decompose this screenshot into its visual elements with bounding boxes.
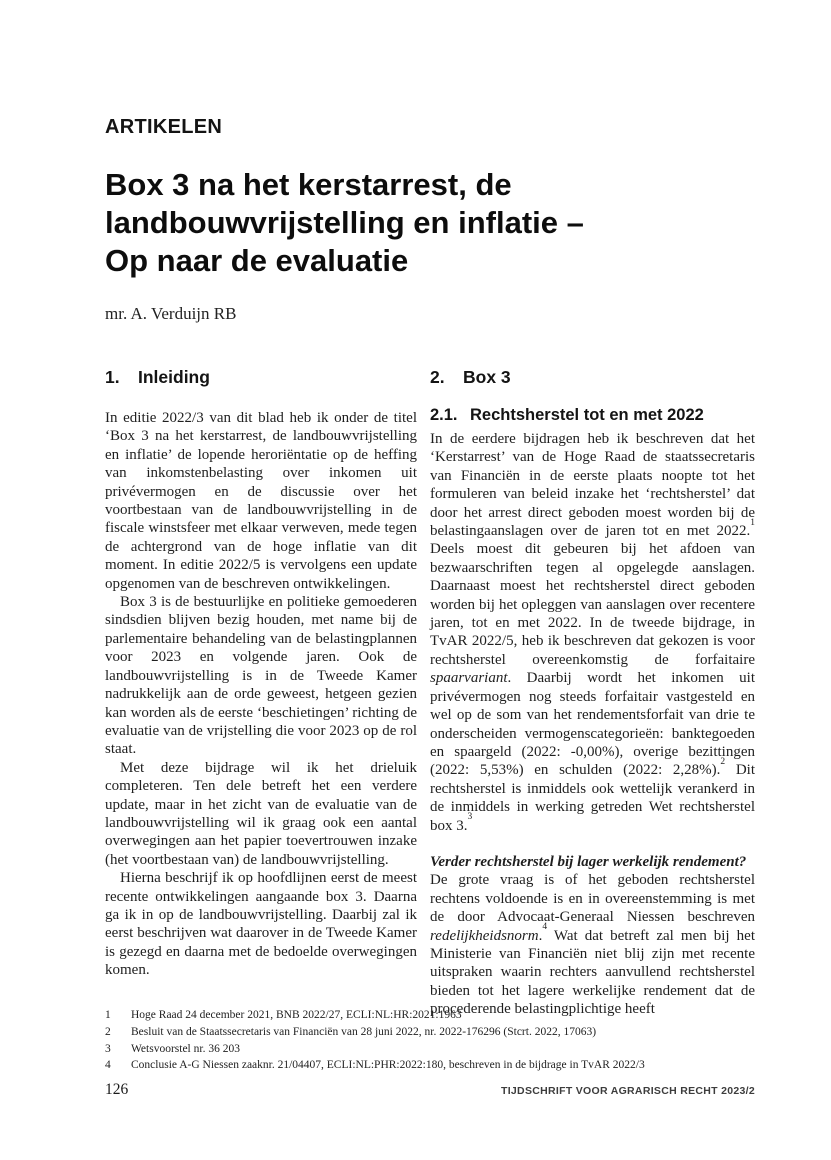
footnote-2 bbox=[105, 1024, 755, 1041]
left-column bbox=[105, 367, 417, 1019]
heading-inleiding-number: 1. bbox=[105, 367, 120, 387]
article-title-line-3: Op naar de evaluatie bbox=[105, 243, 409, 278]
footnote-1-text: Hoge Raad 24 december 2021, BNB 2022/27, ECLI:NL:HR:2021:1963 bbox=[131, 1009, 462, 1021]
inleiding-paragraph-1: In editie 2022/3 van dit blad heb ik onder de titel ‘Box 3 na het kerstarrest, de landbouwvrijstelling en inflatie’ de lopende heroriëntatie op de heffing van inkomstenbelasting over inkomen uit privévermogen en de discussie over het voortbestaan van de landbouwvrijstelling in de fiscale winstsfeer met elkaar verweven, mede tegen de achtergrond van de hoge inflatie van dit moment. In editie 2022/5 is vervolgens een update opgenomen van de beschreven ontwikkelingen. bbox=[105, 410, 417, 592]
footnote-1 bbox=[105, 1007, 755, 1024]
footnote-4-number: 4 bbox=[105, 1059, 111, 1072]
box3-paragraph-2: De grote vraag is of het geboden rechtsherstel rechtens voldoende is en in overeenstemming is met de door Advocaat-Generaal Niessen beschreven redelijkheidsnorm.$^4$ Wat dat betreft zal men bij het Ministerie van Financiën niet blij zijn met recente uitspraken waarin rechters aanvullend rechtsherstel bieden tot het lagere werkelijke rendement dat de procederende belastingplichtige heeft bbox=[430, 872, 755, 1018]
heading-box3 bbox=[430, 367, 755, 387]
heading-inleiding-label: Inleiding bbox=[138, 367, 210, 387]
heading-rechtsherstel bbox=[430, 406, 755, 425]
author-byline: mr. A. Verduijn RB bbox=[105, 304, 237, 323]
inleiding-paragraph-2: Box 3 is de bestuurlijke en politieke gemoederen sindsdien blijven bezig houden, met name bij de parlementaire behandeling van de belastingplannen voor 2023 en volgende jaren. Ook de landbouwvrijstelling is in de Tweede Kamer nadrukkelijk aan de orde geweest, hetgeen gezien kan worden als de eerste ‘beschietingen’ richting de evaluatie van de vrijstelling die voor 2023 op de rol staat. bbox=[105, 594, 417, 758]
heading-box3-label: Box 3 bbox=[463, 367, 511, 387]
footnote-4-text: Conclusie A-G Niessen zaaknr. 21/04407, ECLI:NL:PHR:2022:180, beschreven in de bijdrage in TvAR 2022/3 bbox=[131, 1059, 645, 1072]
footnote-2-text: Besluit van de Staatssecretaris van Financiën van 28 juni 2022, nr. 2022-176296 (Stcrt. 2022, 17063) bbox=[131, 1025, 597, 1038]
inleiding-paragraph-4: Hierna beschrijf ik op hoofdlijnen eerst de meest recente ontwikkelingen aangaande box 3. Daarna ga ik in op de landbouwvrijstelling. Daarbij zal ik eerst beschrijven wat daarover in de Tweede Kamer is gezegd en daarna met de bedoelde overwegingen komen. bbox=[105, 870, 417, 979]
section-kicker: ARTIKELEN bbox=[105, 116, 223, 138]
footnote-3-text: Wetsvoorstel nr. 36 203 bbox=[131, 1042, 240, 1055]
inleiding-paragraph-3: Met deze bijdrage wil ik het drieluik completeren. Ten dele betreft het een verdere update, maar in het zicht van de evaluatie van de landbouwvrijstelling wil ik graag ook een aantal overwegingen aan het papier toevertrouwen inzake (het voortbestaan van) de landbouwvrijstelling. bbox=[105, 759, 417, 868]
two-column-body bbox=[105, 367, 755, 1019]
footnote-3 bbox=[105, 1041, 755, 1058]
page-number: 126 bbox=[105, 1081, 129, 1098]
footnote-1-number: 1 bbox=[105, 1009, 111, 1021]
footnote-3-number: 3 bbox=[105, 1042, 111, 1055]
heading-rechtsherstel-label: Rechtsherstel tot en met 2022 bbox=[470, 406, 704, 424]
italic-subheading: Verder rechtsherstel bij lager werkelijk rendement? bbox=[430, 853, 747, 870]
article-title bbox=[105, 166, 755, 280]
footnotes-block bbox=[105, 1007, 755, 1074]
box3-paragraph-1: In de eerdere bijdragen heb ik beschreven dat het ‘Kerstarrest’ van de Hoge Raad de staatssecretaris van Financiën in de eerste plaats noopte tot het formuleren van beleid inzake het ‘rechtsherstel’ dat door het arrest direct geboden moest worden bij de belastingaanslagen over de jaren tot en met 2022.$^1$ Deels moest dit gebeuren bij het afdoen van bezwaarschriften tegen al opgelegde aanslagen. Daarnaast moest het rechtsherstel direct geboden worden bij het opleggen van aanslagen over recentere jaren, tot en met 2022. In de tweede bijdrage, in TvAR 2022/5, heb ik beschreven dat gekozen is voor rechtsherstel overeenkomstig de forfaitaire spaarvariant. Daarbij wordt het inkomen uit privévermogen nog steeds forfaitair vastgesteld en wel op de som van het rendementsforfait van drie te onderscheiden vermogenscategorieën: banktegoeden en spaargeld (2022: -0,00%), overige bezittingen (2022: 5,53%) en schulden (2022: 2,28%).$^2$ Dit rechtsherstel is inmiddels ook wettelijk verankerd in de inmiddels in werking getreden Wet rechtsherstel box 3.$^3$ bbox=[430, 431, 755, 834]
footnote-2-number: 2 bbox=[105, 1025, 111, 1038]
journal-name: TIJDSCHRIFT VOOR AGRARISCH RECHT 2023/2 bbox=[500, 1085, 755, 1097]
page-content bbox=[105, 0, 755, 1019]
footnote-4 bbox=[105, 1057, 755, 1074]
heading-box3-number: 2. bbox=[430, 367, 445, 387]
page-footer bbox=[105, 1081, 755, 1099]
article-title-line-1: Box 3 na het kerstarrest, de bbox=[105, 167, 512, 202]
heading-inleiding bbox=[105, 367, 417, 387]
heading-rechtsherstel-number: 2.1. bbox=[430, 406, 458, 424]
right-column bbox=[430, 367, 755, 1019]
article-title-line-2: landbouwvrijstelling en inflatie – bbox=[105, 205, 584, 240]
